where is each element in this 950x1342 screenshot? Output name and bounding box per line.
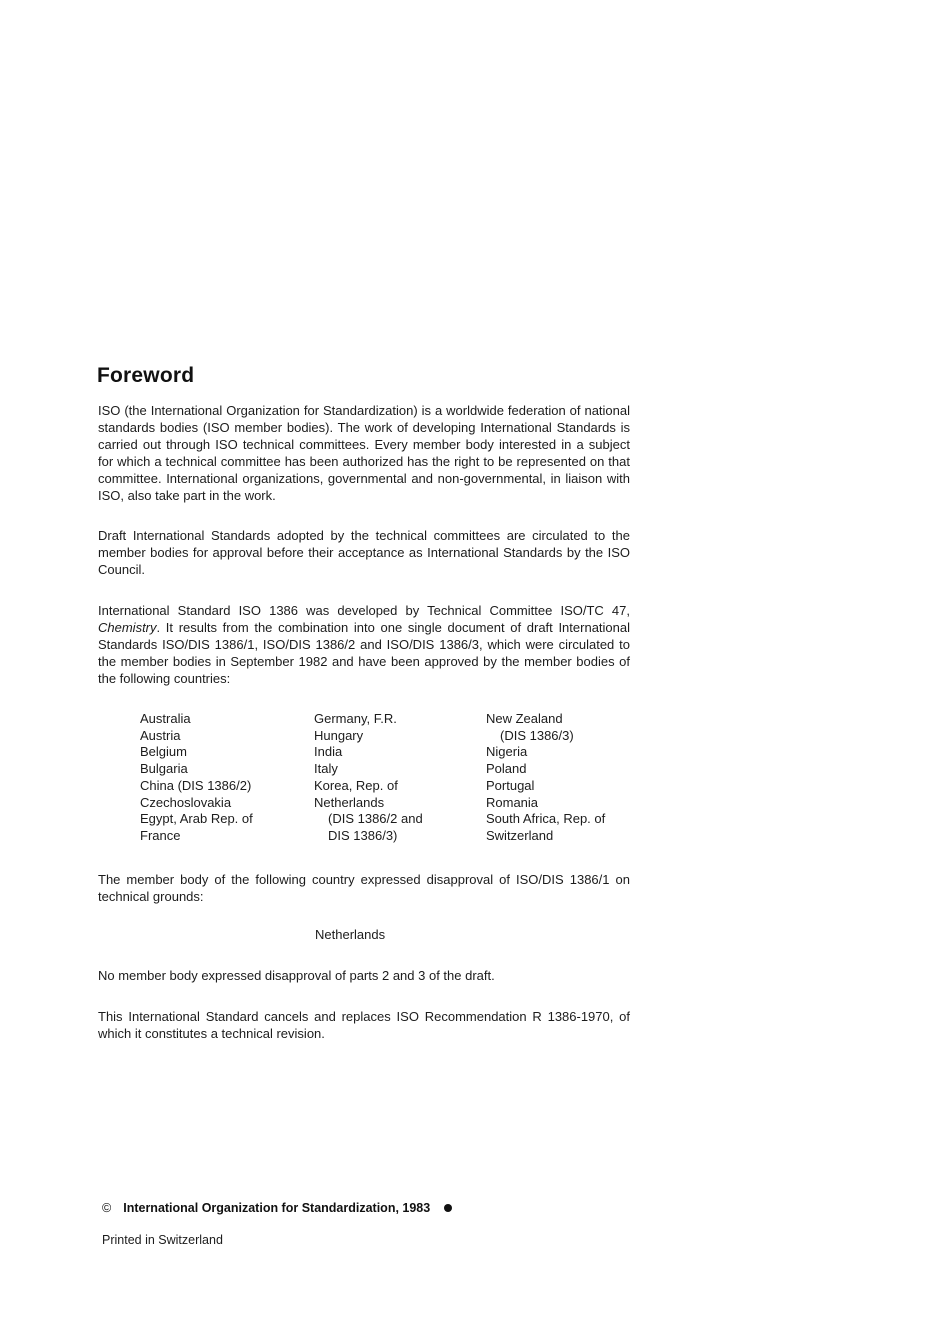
country-note: DIS 1386/3) xyxy=(328,827,398,843)
copyright-text: International Organization for Standardization, 1983 xyxy=(123,1201,431,1215)
paragraph-development-text-start: International Standard ISO 1386 was developed by Technical Committee ISO/TC 47, xyxy=(98,603,630,618)
copyright-line xyxy=(102,1201,452,1215)
country-item: Switzerland xyxy=(486,827,554,843)
approving-countries-list xyxy=(140,711,660,851)
country-item: South Africa, Rep. of xyxy=(486,811,606,827)
country-item: Hungary xyxy=(314,727,364,743)
countries-column-2 xyxy=(314,711,423,845)
countries-column-3 xyxy=(486,711,605,845)
country-item: Germany, F.R. xyxy=(314,711,397,726)
country-note: (DIS 1386/2 and xyxy=(328,811,423,827)
paragraph-iso-description: ISO (the International Organization for Standardization) is a worldwide federation of national standards bodies (ISO member bodies). The work of developing International Standards is carried out through ISO technical committees. Every member body interested in a subject for which a technical committee has been authorized has the right to be represented on that committee. International organizations, governmental and non-governmental, in liaison with ISO, also take part in the work. xyxy=(98,403,630,503)
committee-name-italic: Chemistry xyxy=(98,620,157,635)
country-item: Australia xyxy=(140,711,191,726)
country-item: Italy xyxy=(314,761,338,777)
page-title: Foreword xyxy=(97,364,195,387)
country-item: Portugal xyxy=(486,777,535,793)
paragraph-development xyxy=(98,602,630,687)
copyright-icon: © xyxy=(102,1201,112,1215)
country-item: Korea, Rep. of xyxy=(314,777,398,793)
country-item: France xyxy=(140,827,181,843)
country-item: Nigeria xyxy=(486,744,528,760)
country-item: Poland xyxy=(486,761,527,777)
printed-location: Printed in Switzerland xyxy=(102,1233,223,1247)
paragraph-draft-standards: Draft International Standards adopted by the technical committees are circulated to the member bodies for approval before their acceptance as International Standards by the ISO Council. xyxy=(98,528,630,577)
country-item: New Zealand xyxy=(486,711,563,726)
countries-column-1 xyxy=(140,711,253,845)
paragraph-disapproval: The member body of the following country expressed disapproval of ISO/DIS 1386/1 on technical grounds: xyxy=(98,872,630,904)
country-item: Egypt, Arab Rep. of xyxy=(140,811,253,827)
paragraph-development-text-end: . It results from the combination into one single document of draft International Standards ISO/DIS 1386/1, ISO/DIS 1386/2 and ISO/DIS 1386/3, which were circulated to the member bodies in September 1982 and have been approved by the member bodies of the following countries: xyxy=(98,620,630,686)
country-item: Netherlands xyxy=(314,794,385,810)
country-item: Austria xyxy=(140,727,181,743)
country-item: Belgium xyxy=(140,744,187,760)
country-item: India xyxy=(314,744,343,760)
disapproving-country: Netherlands xyxy=(315,927,386,942)
country-item: Czechoslovakia xyxy=(140,794,232,810)
paragraph-no-disapproval: No member body expressed disapproval of parts 2 and 3 of the draft. xyxy=(98,968,495,983)
country-item: Romania xyxy=(486,794,539,810)
bullet-icon xyxy=(444,1204,452,1212)
country-note: (DIS 1386/3) xyxy=(500,727,574,743)
country-item: Bulgaria xyxy=(140,761,188,777)
country-item: China (DIS 1386/2) xyxy=(140,777,252,793)
paragraph-replacement: This International Standard cancels and replaces ISO Recommendation R 1386-1970, of which it constitutes a technical revision. xyxy=(98,1009,630,1041)
